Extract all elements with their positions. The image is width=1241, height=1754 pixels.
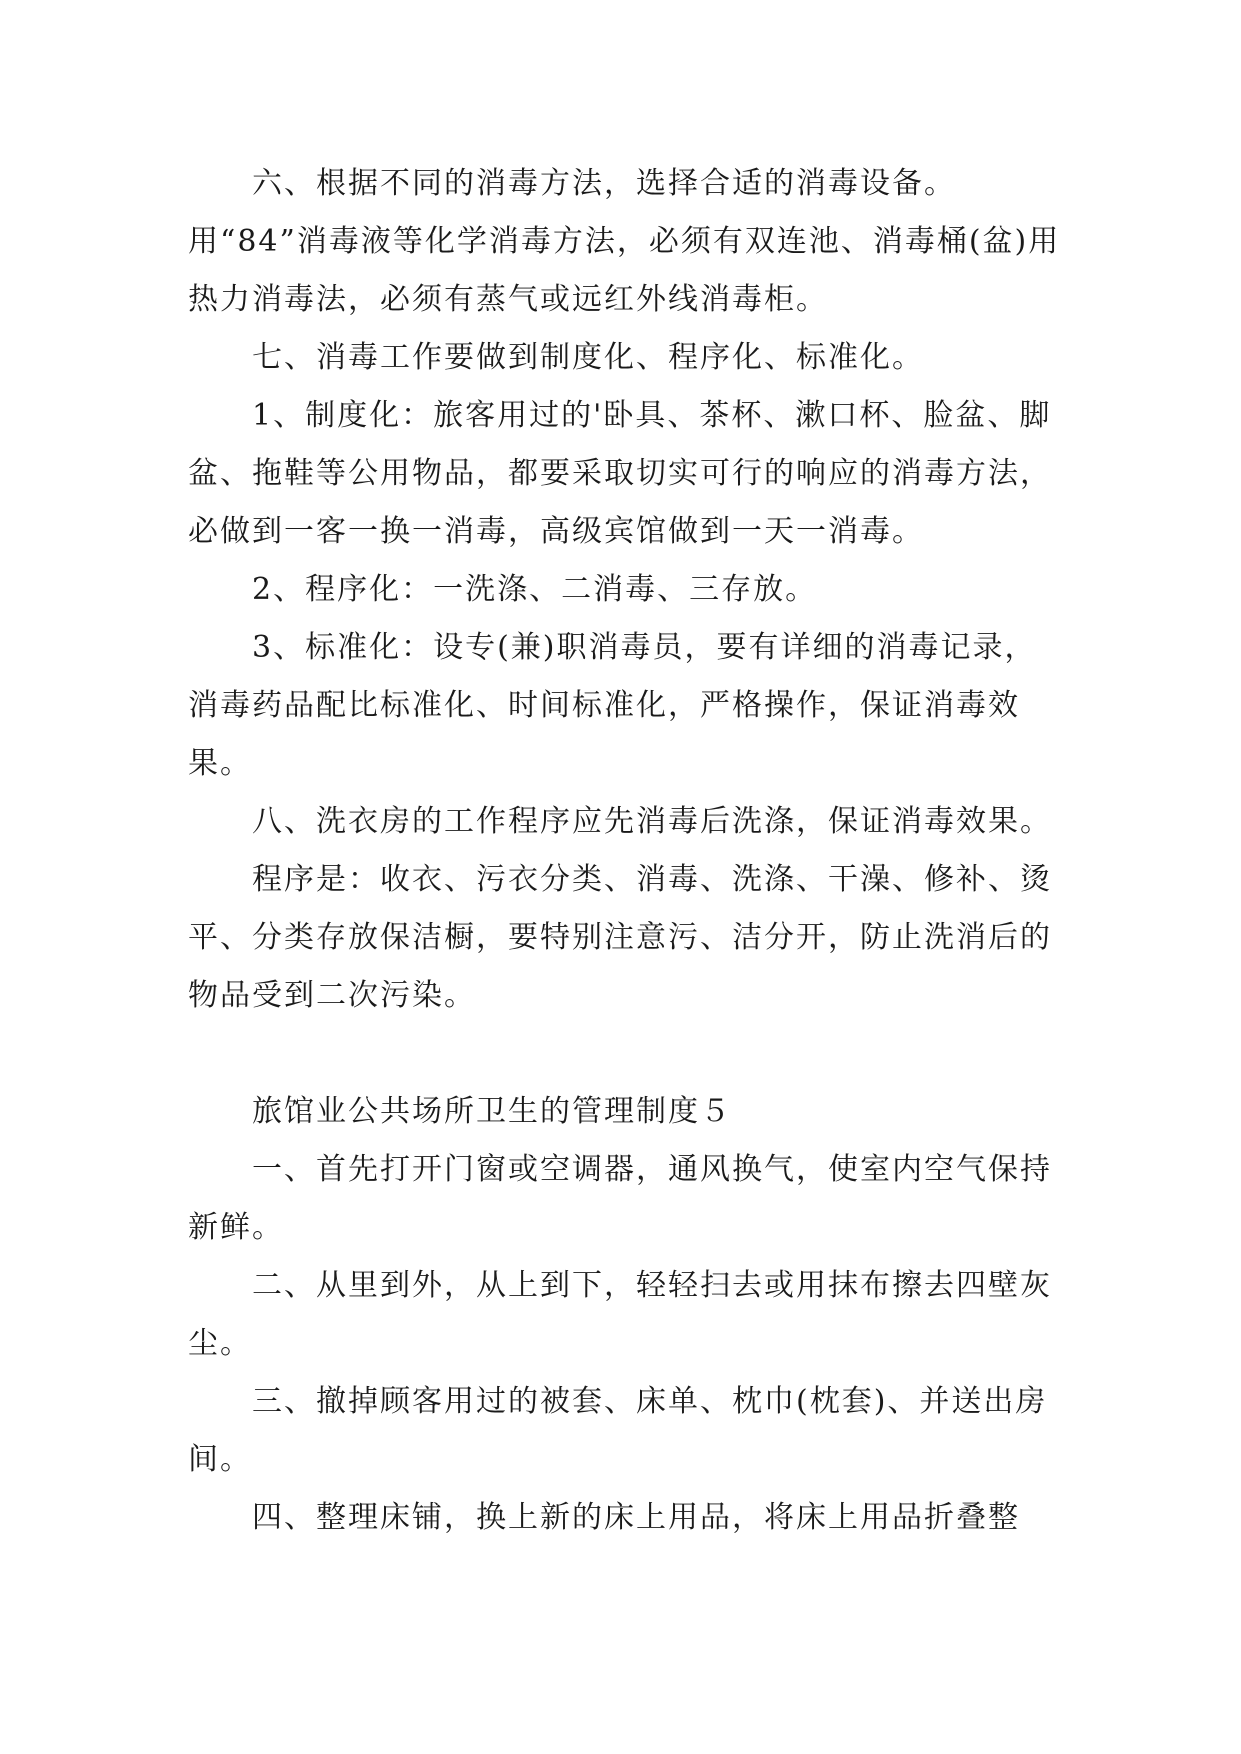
paragraph-dusting: 二、从里到外，从上到下，轻轻扫去或用抹布擦去四壁灰尘。 bbox=[188, 1268, 1052, 1361]
paragraph-proceduralization: 2、程序化：一洗涤、二消毒、三存放。 bbox=[252, 572, 818, 607]
paragraph-institutionalization: 1、制度化：旅客用过的'卧具、茶杯、漱口杯、脸盆、脚盆、拖鞋等公用物品，都要采取切实可行的响应的消毒方法，必做到一客一换一消毒，高级宾馆做到一天一消毒。 bbox=[188, 398, 1052, 549]
document-body bbox=[188, 155, 1068, 1547]
paragraph-make-bed: 四、整理床铺，换上新的床上用品，将床上用品折叠整 bbox=[252, 1500, 1020, 1535]
paragraph-laundry-steps: 程序是：收衣、污衣分类、消毒、洗涤、干澡、修补、烫平、分类存放保洁橱，要特别注意污、洁分开，防止洗消后的物品受到二次污染。 bbox=[188, 862, 1052, 1013]
paragraph-laundry-procedure: 八、洗衣房的工作程序应先消毒后洗涤，保证消毒效果。 bbox=[252, 804, 1052, 839]
paragraph-ventilation: 一、首先打开门窗或空调器，通风换气，使室内空气保持新鲜。 bbox=[188, 1152, 1052, 1245]
paragraph-disinfection-standardization: 七、消毒工作要做到制度化、程序化、标准化。 bbox=[252, 340, 924, 375]
paragraph-disinfection-equipment: 六、根据不同的消毒方法，选择合适的消毒设备。用“84”消毒液等化学消毒方法，必须有双连池、消毒桶(盆)用热力消毒法，必须有蒸气或远红外线消毒柜。 bbox=[188, 166, 1061, 317]
section-spacer bbox=[188, 1025, 1068, 1083]
paragraph-standardization: 3、标准化：设专(兼)职消毒员，要有详细的消毒记录，消毒药品配比标准化、时间标准化，严格操作，保证消毒效果。 bbox=[188, 630, 1037, 781]
paragraph-remove-linens: 三、撤掉顾客用过的被套、床单、枕巾(枕套)、并送出房间。 bbox=[188, 1384, 1048, 1477]
section-title: 旅馆业公共场所卫生的管理制度５ bbox=[252, 1094, 732, 1129]
